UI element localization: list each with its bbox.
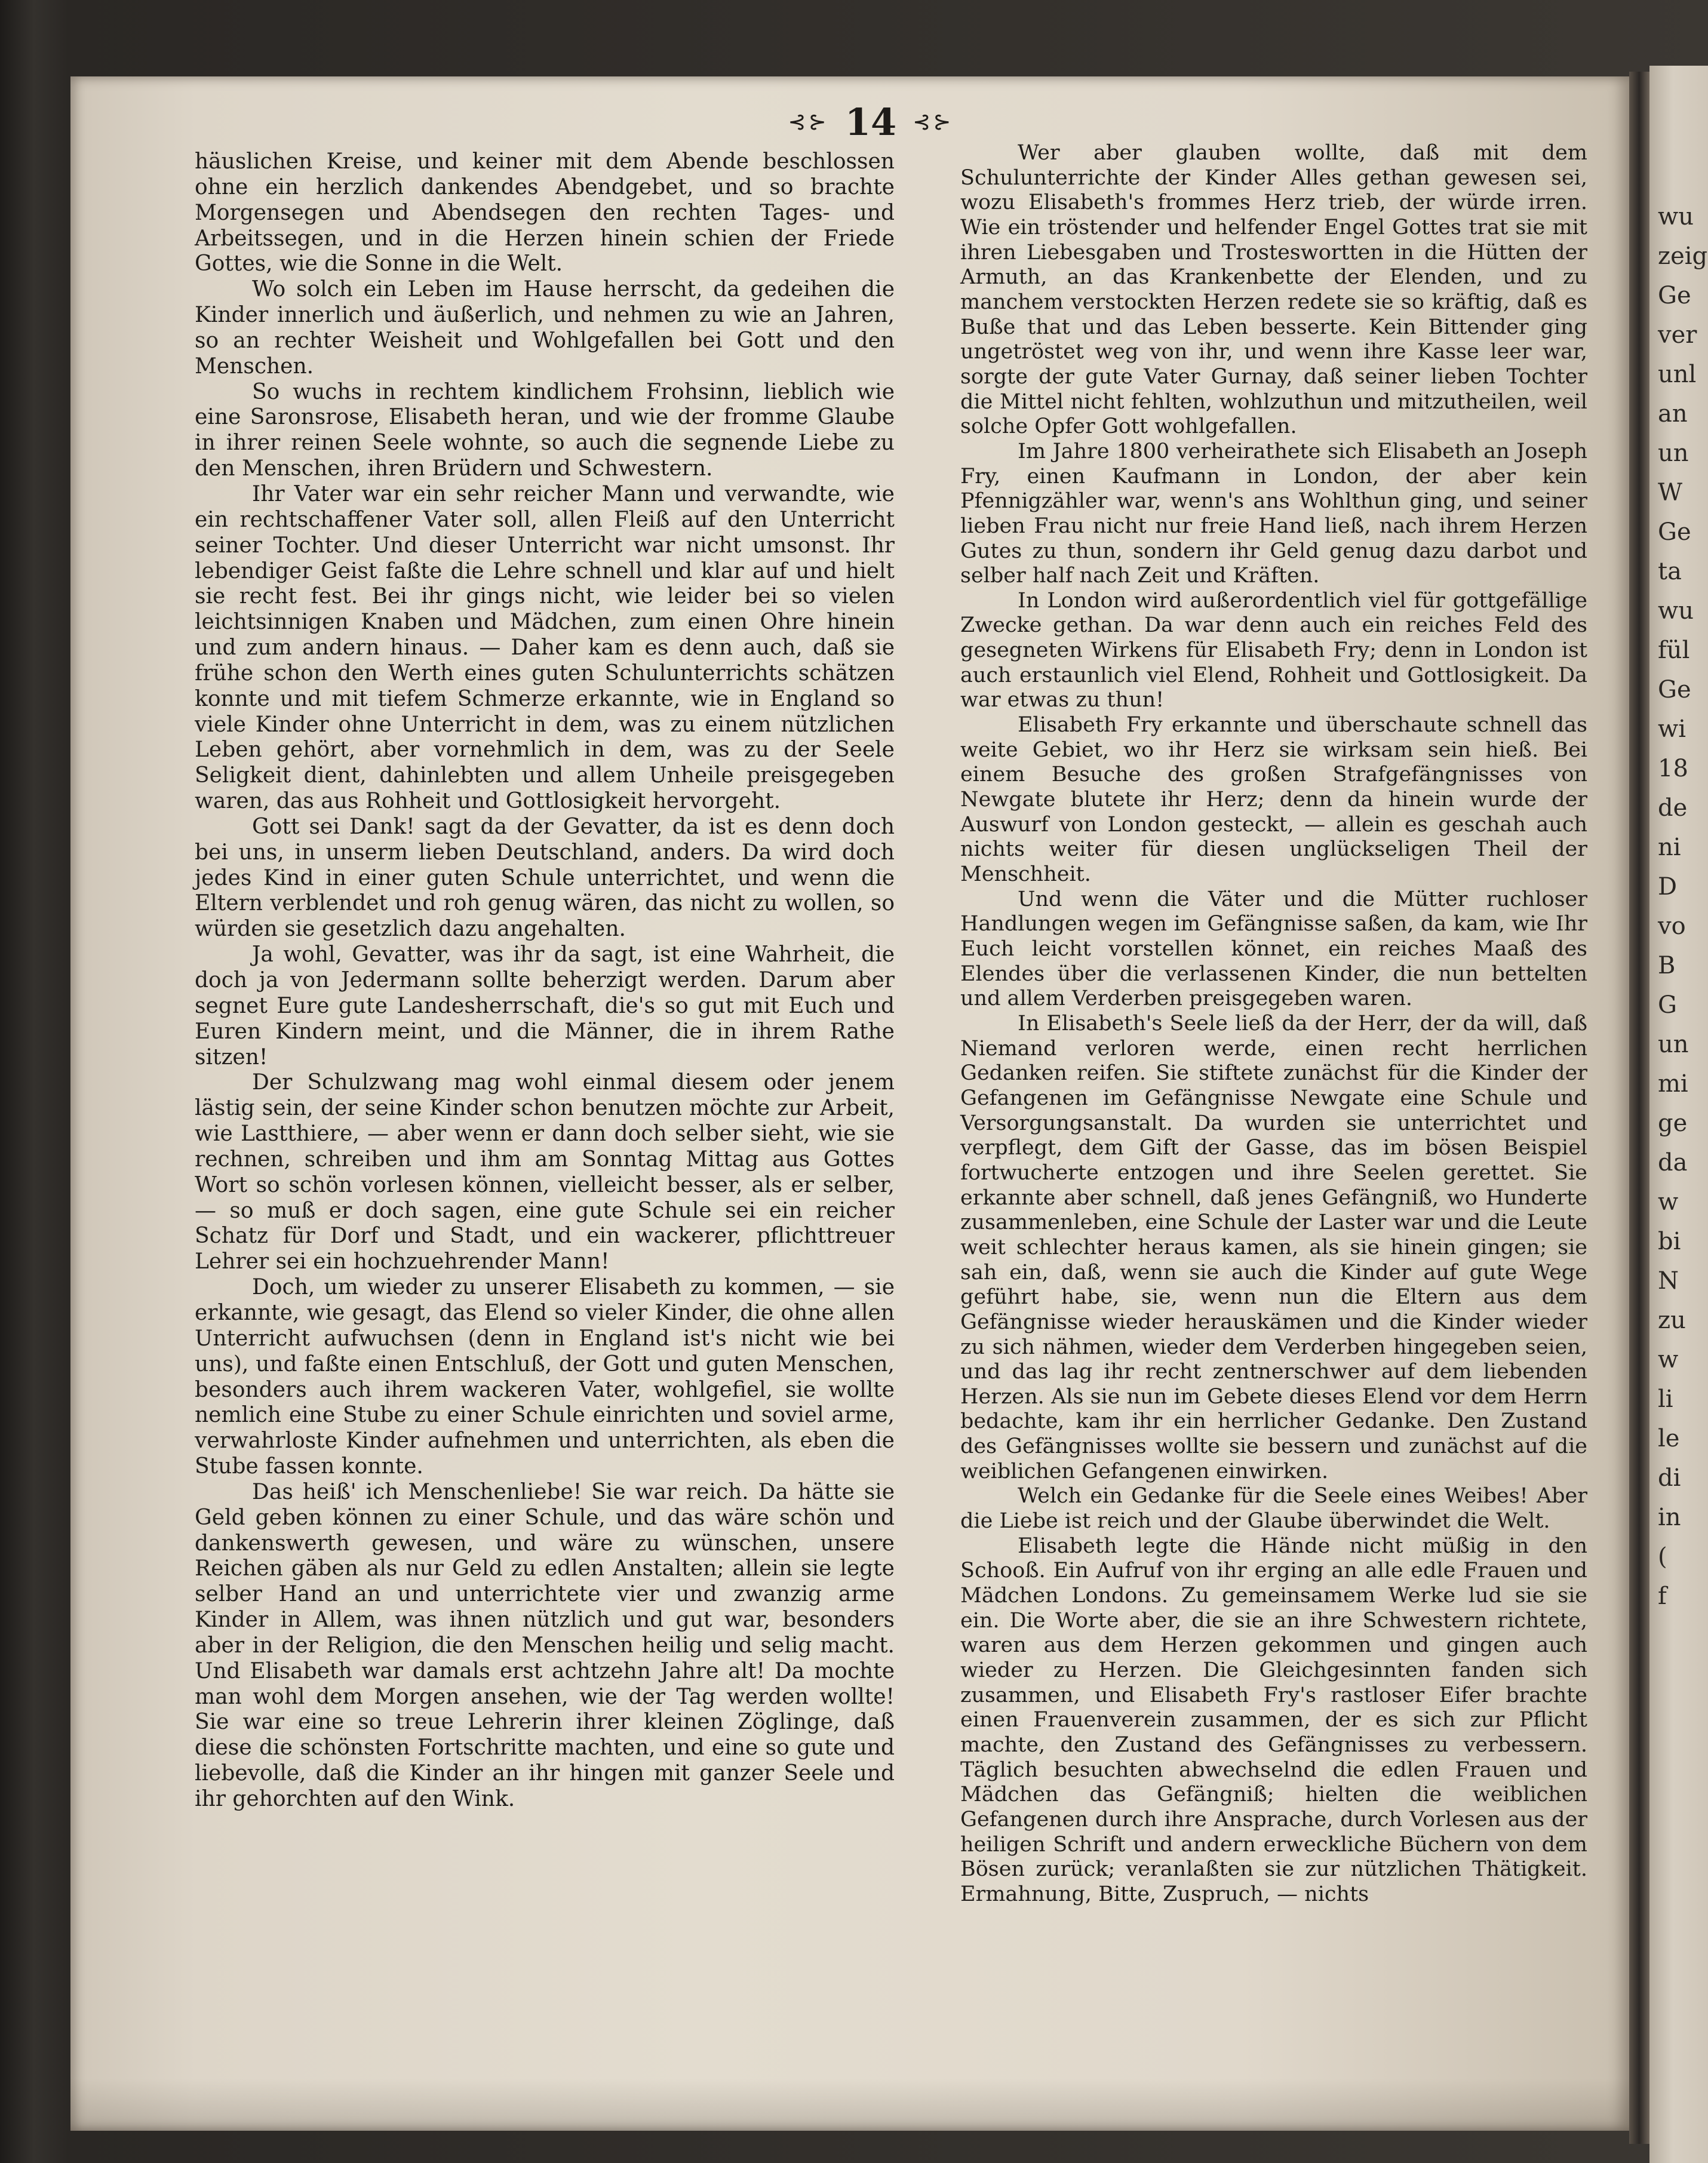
next-page-fragment: N xyxy=(1658,1267,1679,1295)
paragraph: Und wenn die Väter und die Mütter ruchloser Handlungen wegen im Gefängnisse saßen, da kam, wie Ihr Euch leicht vorstellen könnet, ein reiches Maaß des Elendes über die verlassenen Kinder, die nun bettelten und allem Verderben preisgegeben waren. xyxy=(960,887,1587,1011)
next-page-fragment: W xyxy=(1658,479,1683,506)
next-page-fragment: wu xyxy=(1658,203,1694,231)
next-page-fragment: ta xyxy=(1658,558,1682,585)
paragraph: Wer aber glauben wollte, daß mit dem Schulunterrichte der Kinder Alles gethan gewesen sei, wozu Elisabeth's frommes Herz trieb, der würde irren. Wie ein tröstender und helfender Engel Gottes trat sie mit ihren Liebesgaben und Trosteswortten in die Hütten der Armuth, an das Krankenbette der Elenden, und zu manchem verstockten Herzen redete sie so kräftig, daß es Buße that und das Leben besserte. Kein Bittender ging ungetröstet weg von ihr, und wenn ihre Kasse leer war, sorgte der gute Vater Gurnay, daß seiner lieben Tochter die Mittel nicht fehlten, wohlzuthun und mitzutheilen, weil solche Opfer Gott wohlgefallen. xyxy=(960,141,1587,439)
next-page-fragment: G xyxy=(1658,991,1677,1019)
paragraph: Wo solch ein Leben im Hause herrscht, da gedeihen die Kinder innerlich und äußerlich, und nehmen zu wie an Jahren, so an rechter Weisheit und Wohlgefallen bei Gott und den Menschen. xyxy=(195,277,895,379)
next-page-fragment: le xyxy=(1658,1425,1680,1452)
paragraph: Ihr Vater war ein sehr reicher Mann und verwandte, wie ein rechtschaffener Vater soll, allen Fleiß auf den Unterricht seiner Tochter. Und dieser Unterricht war nicht umsonst. Ihr lebendiger Geist faßte die Lehre schnell und klar auf und hielt sie recht fest. Bei ihr gings nicht, wie leider bei so vielen leichtsinnigen Knaben und Mädchen, zum einen Ohre hinein und zum andern hinaus. — Daher kam es denn auch, daß sie frühe schon den Werth eines guten Schulunterrichts schätzen konnte und mit tiefem Schmerze erkannte, wie in England so viele Kinder ohne Unterricht in dem, was zu einem nützlichen Leben gehört, aber vornehmlich in dem, was zu der Seele Seligkeit dient, dahinlebten und allem Unheile preisgegeben waren, das aus Rohheit und Gottlosigkeit hervorgeht. xyxy=(195,481,895,814)
next-page-fragment: bi xyxy=(1658,1228,1681,1255)
paragraph: Gott sei Dank! sagt da der Gevatter, da ist es denn doch bei uns, in unserm lieben Deutschland, anders. Da wird doch jedes Kind in einer guten Schule unterrichtet, und wenn die Eltern verblendet und roh genug wären, das nicht zu wollen, so würden sie gesetzlich dazu angehalten. xyxy=(195,814,895,942)
next-page-fragment: vo xyxy=(1658,912,1686,940)
paragraph: Doch, um wieder zu unserer Elisabeth zu kommen, — sie erkannte, wie gesagt, das Elend so vieler Kinder, die ohne allen Unterricht aufwuchsen (denn in England ist's nicht wie bei uns), und faßte einen Entschluß, der Gott und guten Menschen, besonders auch ihrem wackeren Vater, wohlgefiel, sie wollte nemlich eine Stube zu einer Schule einrichten und soviel arme, verwahrloste Kinder aufnehmen und unterrichten, als eben die Stube fassen konnte. xyxy=(195,1275,895,1479)
next-page-fragment: an xyxy=(1658,400,1688,428)
next-page-fragment: zeig xyxy=(1658,242,1708,270)
paragraph: In Elisabeth's Seele ließ da der Herr, der da will, daß Niemand verloren werde, einen recht herrlichen Gedanken reifen. Sie stiftete zunächst für die Kinder der Gefangenen im Gefängnisse Newgate eine Schule und Versorgungsanstalt. Da wurden sie unterrichtet und verpflegt, dem Gift der Gasse, das im bösen Beispiel fortwucherte entzogen und ihre Seelen gerettet. Sie erkannte aber schnell, daß jenes Gefängniß, wo Hunderte zusammenleben, eine Schule der Laster war und die Leute weit schlechter heraus kamen, als sie hinein gingen; sie sah ein, daß, wenn sie auch die Kinder auf gute Wege geführt habe, sie, wenn nun die Eltern aus dem Gefängnisse wieder herauskämen und die Kinder wieder zu sich nähmen, wieder dem Verderben hingegeben seien, und das lag ihr recht zentnerschwer auf dem liebenden Herzen. Als sie nun im Gebete dieses Elend vor dem Herrn bedachte, kam ihr ein herrlicher Gedanke. Den Zustand des Gefängnisses wollte sie bessern und zunächst auf die weiblichen Gefangenen einwirken. xyxy=(960,1011,1587,1483)
next-page-fragment: li xyxy=(1658,1385,1673,1413)
next-page-fragment: mi xyxy=(1658,1070,1688,1098)
paragraph: häuslichen Kreise, und keiner mit dem Abende beschlossen ohne ein herzlich dankendes Abendgebet, und so brachte Morgensegen und Abendsegen den rechten Tages- und Arbeitssegen, und in die Herzen hinein schien der Friede Gottes, wie die Sonne in die Welt. xyxy=(195,149,895,276)
right-column xyxy=(960,141,1587,1907)
next-page-fragment: Ge xyxy=(1658,518,1691,546)
next-page-fragment: w xyxy=(1658,1346,1679,1374)
next-page-fragment: w xyxy=(1658,1188,1679,1216)
paragraph: Der Schulzwang mag wohl einmal diesem oder jenem lästig sein, der seine Kinder schon benutzen möchte zur Arbeit, wie Lastthiere, — aber wenn er dann doch selber sieht, wie sie rechnen, schreiben und ihm am Sonntag Mittag aus Gottes Wort so schön vorlesen können, vielleicht besser, als er selber, — so muß er doch sagen, eine gute Schule sei ein reicher Schatz für Dorf und Stadt, und ein wackerer, pflichttreuer Lehrer sei ein hochzuehrender Mann! xyxy=(195,1070,895,1274)
paragraph: In London wird außerordentlich viel für gottgefällige Zwecke gethan. Da war denn auch ein reiches Feld des gesegneten Wirkens für Elisabeth Fry; denn in London ist auch erstaunlich viel Elend, Rohheit und Gottlosigkeit. Da war etwas zu thun! xyxy=(960,588,1587,712)
paragraph: Ja wohl, Gevatter, was ihr da sagt, ist eine Wahrheit, die doch ja von Jedermann sollte beherzigt werden. Darum aber segnet Eure gute Landesherrschaft, die's so gut mit Euch und Euren Kindern meint, und die Männer, die in ihrem Rathe sitzen! xyxy=(195,942,895,1070)
paragraph: Welch ein Gedanke für die Seele eines Weibes! Aber die Liebe ist reich und der Glaube überwindet die Welt. xyxy=(960,1484,1587,1534)
next-page-fragment: zu xyxy=(1658,1307,1686,1334)
page-shadow xyxy=(70,2078,1629,2131)
ornament-left: ⊰⊱ xyxy=(788,110,829,134)
next-page-fragment: fül xyxy=(1658,637,1690,664)
paragraph: Elisabeth Fry erkannte und überschaute schnell das weite Gebiet, wo ihr Herz sie wirksam sein hieß. Bei einem Besuche des großen Strafgefängnisses von Newgate blutete ihr Herz; denn da hinein wurde der Auswurf von London gesteckt, — allein es geschah auch nichts weiter für diesen unglückseligen Theil der Menschheit. xyxy=(960,713,1587,887)
paragraph: Das heiß' ich Menschenliebe! Sie war reich. Da hätte sie Geld geben können zu einer Schule, und das wäre schön und dankenswerth gewesen, und wäre zu wünschen, unsere Reichen gäben als nur Geld zu edlen Anstalten; allein sie legte selber Hand an und unterrichtete vier und zwanzig arme Kinder in Allem, was ihnen nützlich und gut war, besonders aber in der Religion, die den Menschen heilig und selig macht. Und Elisabeth war damals erst achtzehn Jahre alt! Da mochte man wohl dem Morgen ansehen, wie der Tag werden wollte! Sie war eine so treue Lehrerin ihrer kleinen Zöglinge, daß diese die schönsten Fortschritte machten, und eine so gute und liebevolle, daß die Kinder an ihr hingen mit ganzer Seele und ihr gehorchten auf den Wink. xyxy=(195,1479,895,1811)
next-page-fragment: ni xyxy=(1658,834,1681,861)
paragraph: Im Jahre 1800 verheirathete sich Elisabeth an Joseph Fry, einen Kaufmann in London, der aber kein Pfennigzähler war, wenn's ans Wohlthun ging, und seiner lieben Frau nicht nur freie Hand ließ, nach ihrem Herzen Gutes zu thun, sondern ihr Geld genug dazu darbot und selber half nach Zeit und Kräften. xyxy=(960,439,1587,588)
page-header xyxy=(763,100,978,148)
left-column xyxy=(195,149,895,1812)
next-page-fragment: 18 xyxy=(1658,755,1688,782)
next-page-fragment: wi xyxy=(1658,715,1687,743)
next-page-edge xyxy=(1649,66,1708,2163)
next-page-fragment: D xyxy=(1658,873,1678,901)
next-page-fragment: ( xyxy=(1658,1543,1667,1571)
next-page-fragment: di xyxy=(1658,1464,1681,1492)
next-page-fragment: wu xyxy=(1658,597,1694,625)
next-page-fragment: un xyxy=(1658,440,1689,467)
paragraph: So wuchs in rechtem kindlichem Frohsinn, lieblich wie eine Saronsrose, Elisabeth heran, und wie der fromme Glaube in ihrer reinen Seele wohnte, so auch die segnende Liebe zu den Menschen, ihren Brüdern und Schwestern. xyxy=(195,379,895,481)
next-page-fragment: de xyxy=(1658,794,1688,822)
next-page-fragment: B xyxy=(1658,952,1676,979)
ornament-right: ⊰⊱ xyxy=(913,110,954,134)
next-page-fragment: in xyxy=(1658,1504,1681,1531)
next-page-fragment: da xyxy=(1658,1149,1688,1176)
next-page-fragment: ge xyxy=(1658,1110,1688,1137)
next-page-fragment: ver xyxy=(1658,321,1697,349)
next-page-fragment: Ge xyxy=(1658,676,1691,703)
next-page-fragment: Ge xyxy=(1658,282,1691,309)
next-page-fragment: unl xyxy=(1658,361,1697,388)
page-number: 14 xyxy=(844,100,897,144)
paragraph: Elisabeth legte die Hände nicht müßig in den Schooß. Ein Aufruf von ihr erging an alle edle Frauen und Mädchen Londons. Zu gemeinsamem Werke lud sie sie ein. Die Worte aber, die sie an ihre Schwestern richtete, waren aus dem Herzen gekommen und gingen auch wieder zu Herzen. Die Gleichgesinnten fanden sich zusammen, und Elisabeth Fry's rastloser Eifer brachte einen Frauenverein zusammen, der es sich zur Pflicht machte, den Zustand des Gefängnisses zu verbessern. Täglich besuchten abwechselnd die edlen Frauen und Mädchen das Gefängniß; hielten die weiblichen Gefangenen durch ihre Ansprache, durch Vorlesen aus der heiligen Schrift und andern erweckliche Büchern von dem Bösen zurück; veranlaßten sie zur nützlichen Thätigkeit. Ermahnung, Bitte, Zuspruch, — nichts xyxy=(960,1534,1587,1906)
next-page-fragment: un xyxy=(1658,1031,1689,1058)
book-gutter xyxy=(1629,72,1649,2144)
next-page-fragment: f xyxy=(1658,1583,1667,1610)
